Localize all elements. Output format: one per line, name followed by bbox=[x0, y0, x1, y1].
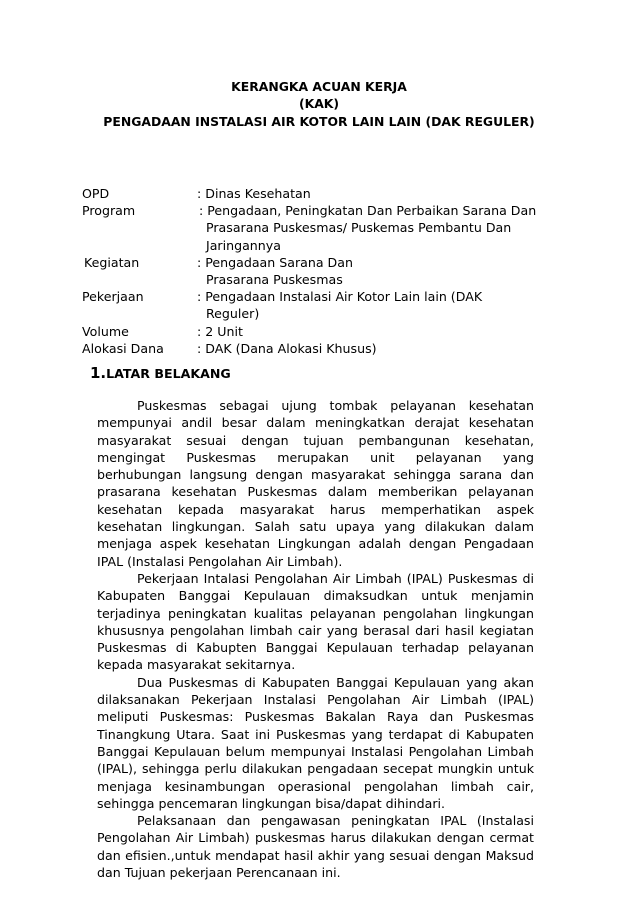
info-label: OPD bbox=[82, 186, 110, 201]
info-value bbox=[197, 288, 552, 322]
info-row-program bbox=[82, 202, 552, 254]
section-number: 1. bbox=[90, 364, 107, 382]
info-row-volume bbox=[82, 323, 552, 340]
info-value-line: : Pengadaan Instalasi Air Kotor Lain lain (DAK bbox=[197, 289, 483, 305]
paragraph: Pelaksanaan dan pengawasan peningkatan IPAL (Instalasi Pengolahan Air Limbah) puskesmas harus dilakukan dengan cermat dan efisien.,untuk mendapat hasil akhir yang sesuai dengan Maksud dan Tujuan pekerjaan Perencanaan ini. bbox=[97, 813, 534, 881]
section-heading bbox=[90, 363, 231, 384]
section-body bbox=[97, 397, 534, 881]
document-title: KERANGKA ACUAN KERJA bbox=[231, 79, 407, 94]
project-info-table bbox=[82, 185, 552, 357]
info-label: Alokasi Dana bbox=[82, 340, 164, 356]
paragraph: Pekerjaan Intalasi Pengolahan Air Limbah (IPAL) Puskesmas di Kabupaten Banggai Kepulauan dimaksudkan untuk menjamin terjadinya peningkatan kualitas pelayanan pengolahan lingkungan khususnya pengolahan limbah cair yang berasal dari hasil kegiatan Puskesmas di Kabupten Banggai Kepulauan terhadap pelayanan kepada masyarakat sekitarnya. bbox=[97, 570, 534, 673]
info-value-line: Jaringannya bbox=[206, 237, 281, 253]
info-value-line: : Pengadaan, Peningkatan Dan Perbaikan Sarana Dan bbox=[199, 203, 537, 219]
info-row-pekerjaan bbox=[82, 288, 552, 322]
section-title: LATAR BELAKANG bbox=[106, 366, 231, 381]
info-label: Program bbox=[82, 203, 136, 219]
info-value-line: Reguler) bbox=[206, 306, 260, 322]
info-value bbox=[197, 254, 552, 288]
info-row-alokasi-dana bbox=[82, 340, 552, 357]
info-label: Volume bbox=[82, 323, 129, 339]
info-row-opd bbox=[82, 185, 552, 202]
info-value: : DAK (Dana Alokasi Khusus) bbox=[197, 340, 377, 356]
paragraph: Dua Puskesmas di Kabupaten Banggai Kepulauan yang akan dilaksanakan Pekerjaan Instalasi Pengolahan Air Limbah (IPAL) meliputi Puskesmas: Puskesmas Bakalan Raya dan Puskesmas Tinangkung Utara. Saat ini Puskesmas yang terdapat di Kabupaten Banggai Kepulauan belum mempunyai Instalasi Pengolahan Limbah (IPAL), sehingga perlu dilakukan pengadaan secepat mungkin untuk menjaga kesinambungan operasional pengolahan limbah cair, sehingga pencemaran lingkungan bisa/dapat dihindari. bbox=[97, 674, 534, 811]
info-value-line: Prasarana Puskesmas bbox=[206, 272, 343, 288]
info-value: : Dinas Kesehatan bbox=[197, 186, 311, 201]
paragraph: Puskesmas sebagai ujung tombak pelayanan kesehatan mempunyai andil besar dalam meningkatkan derajat kesehatan masyarakat sesuai dengan tujuan pembangunan kesehatan, mengingat Puskesmas merupakan unit pelayanan yang berhubungan langsung dengan masyarakat sehingga sarana dan prasarana kesehatan Puskesmas dalam memberikan pelayanan kesehatan kepada masyarakat harus memperhatikan aspek kesehatan lingkungan. Salah satu upaya yang dilakukan dalam menjaga aspek kesehatan Lingkungan adalah dengan Pengadaan IPAL (Instalasi Pengolahan Air Limbah). bbox=[97, 398, 534, 569]
info-value: : 2 Unit bbox=[197, 323, 243, 339]
info-value-line: Prasarana Puskesmas/ Puskemas Pembantu Dan bbox=[206, 220, 512, 236]
info-label: Kegiatan bbox=[84, 254, 140, 270]
document-project-title: PENGADAAN INSTALASI AIR KOTOR LAIN LAIN (DAK REGULER) bbox=[103, 114, 535, 129]
info-row-kegiatan bbox=[82, 254, 552, 288]
info-value-line: : Pengadaan Sarana Dan bbox=[197, 254, 353, 270]
info-label: Pekerjaan bbox=[82, 289, 144, 305]
document-subtitle: (KAK) bbox=[298, 96, 340, 111]
info-value bbox=[197, 202, 552, 254]
